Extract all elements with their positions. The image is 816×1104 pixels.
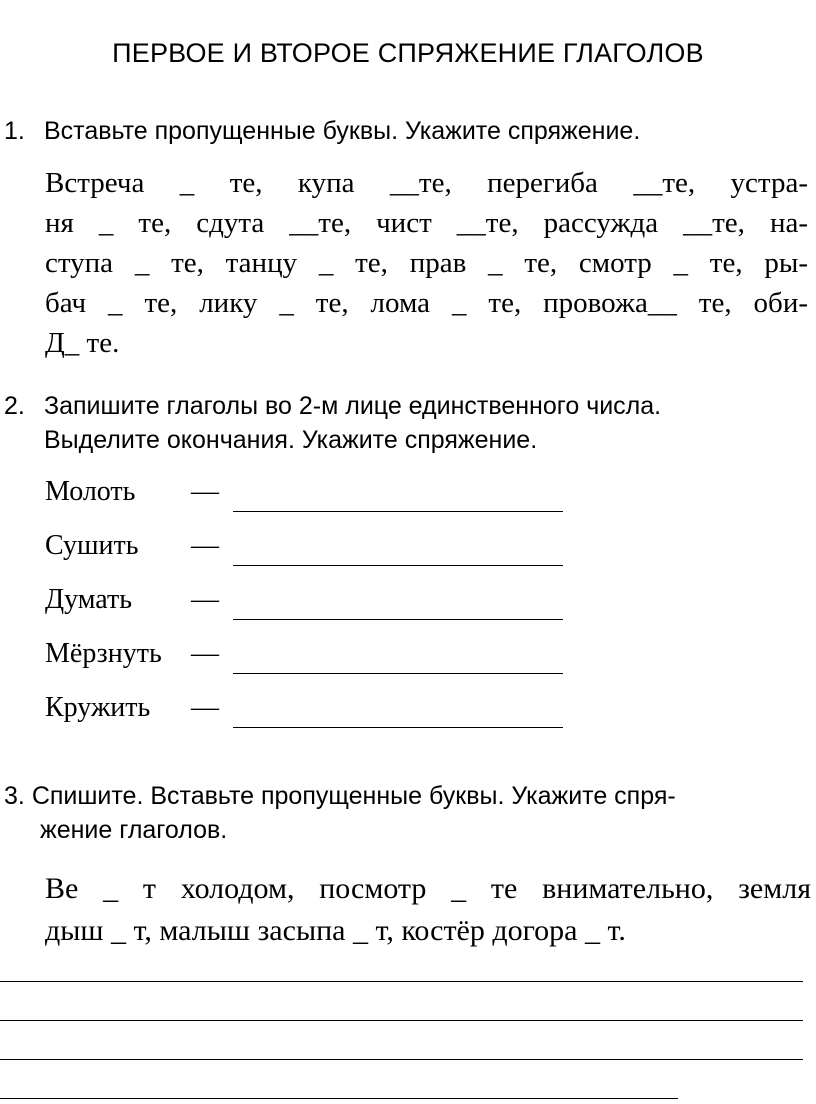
task3-exercise-text bbox=[45, 868, 811, 952]
verb-label: Молоть bbox=[45, 476, 136, 507]
task2-instruction bbox=[4, 389, 661, 457]
writing-line[interactable] bbox=[0, 1020, 803, 1021]
task1-line-5: Д_ те. bbox=[45, 327, 120, 359]
task1-instruction-text: Вставьте пропущенные буквы. Укажите спряжение. bbox=[44, 117, 641, 145]
answer-line[interactable] bbox=[233, 673, 563, 674]
task1-line-4: бач _ те, лику _ те, лома _ те, провожа__ те, оби- bbox=[45, 287, 808, 319]
writing-line[interactable] bbox=[0, 1098, 678, 1099]
answer-line[interactable] bbox=[233, 619, 563, 620]
verb-label: Кружить bbox=[45, 692, 151, 723]
task1-exercise-text bbox=[45, 163, 808, 363]
task1-instruction bbox=[4, 114, 640, 148]
task2-instruction-line1: Запишите глаголы во 2-м лице единственного числа. bbox=[44, 392, 662, 420]
verb-dash: — bbox=[191, 476, 219, 507]
answer-line[interactable] bbox=[233, 511, 563, 512]
task2-number: 2. bbox=[4, 392, 25, 420]
page-title: ПЕРВОЕ И ВТОРОЕ СПРЯЖЕНИЕ ГЛАГОЛОВ bbox=[112, 38, 704, 68]
verb-dash: — bbox=[191, 692, 219, 723]
task3-instruction-line2: жение глаголов. bbox=[40, 816, 228, 844]
task3-instruction-line1: Спишите. Вставьте пропущенные буквы. Укажите спря- bbox=[31, 782, 676, 810]
task3-number: 3. bbox=[4, 782, 25, 810]
task1-line-2: ня _ те, сдута __те, чист __те, рассужда __те, на- bbox=[45, 207, 808, 239]
verb-label: Сушить bbox=[45, 530, 139, 561]
task3-line-1: Ве _ т холодом, посмотр _ те внимательно, земля bbox=[45, 872, 811, 905]
writing-line[interactable] bbox=[0, 1059, 803, 1060]
task1-line-1: Встреча _ те, купа __те, перегиба __те, устра- bbox=[45, 167, 808, 199]
task1-number: 1. bbox=[4, 117, 25, 145]
verb-label: Думать bbox=[45, 584, 132, 615]
task3-instruction bbox=[4, 779, 676, 847]
writing-line[interactable] bbox=[0, 981, 803, 982]
answer-line[interactable] bbox=[233, 565, 563, 566]
verb-dash: — bbox=[191, 584, 219, 615]
verb-dash: — bbox=[191, 530, 219, 561]
verb-label: Мёрзнуть bbox=[45, 638, 162, 669]
answer-line[interactable] bbox=[233, 727, 563, 728]
verb-dash: — bbox=[191, 638, 219, 669]
task2-instruction-line2: Выделите окончания. Укажите спряжение. bbox=[44, 426, 538, 454]
task3-line-2: дыш _ т, малыш засыпа _ т, костёр догора _ т. bbox=[45, 914, 626, 947]
task1-line-3: ступа _ те, танцу _ те, прав _ те, смотр _ те, ры- bbox=[45, 247, 808, 279]
